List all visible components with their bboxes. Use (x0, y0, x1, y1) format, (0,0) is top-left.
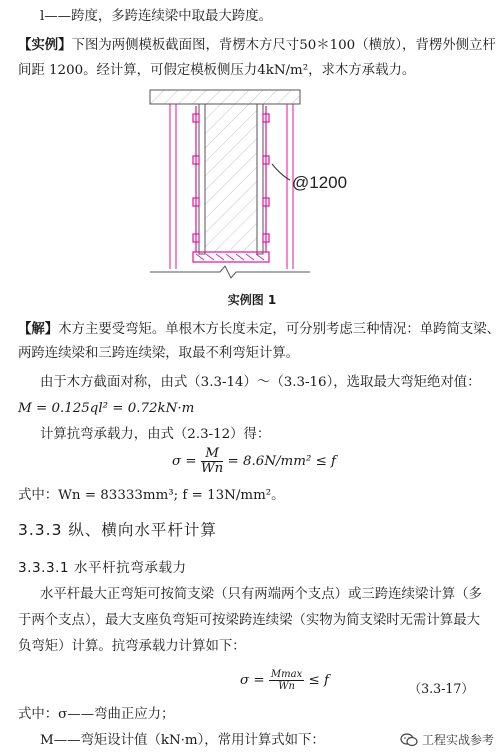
example-tag: 【实例】 (18, 37, 72, 53)
example-paragraph-line-1 (18, 36, 496, 55)
wechat-icon (400, 733, 418, 747)
watermark (400, 731, 494, 748)
sigma-lhs: σ = (172, 454, 197, 469)
where-text: 式中：Wn = 83333mm³; f = 13N/mm²。 (18, 488, 285, 503)
symmetric-paragraph (40, 374, 490, 392)
horizontal-text-3: 负弯矩）计算。抗弯承载力计算如下： (18, 639, 246, 654)
sigma-max-denominator: Wn (278, 681, 295, 692)
sigma-max-lhs: σ = (240, 673, 265, 688)
horizontal-text-1: 水平杆最大正弯矩可按简支梁（只有两端两个支点）或三跨连续梁计算（多 (40, 587, 482, 602)
example-text-2: 间距 1200。经计算，可假定模板侧压力4kN/m²，求木方承载力。 (18, 63, 416, 78)
moment-formula (18, 400, 490, 418)
left-formwork (199, 104, 205, 254)
section-heading-3331: 3.3.3.1 水平杆抗弯承载力 (18, 560, 187, 576)
intro-line (40, 8, 490, 26)
break-line (150, 266, 310, 278)
solution-text-2: 两跨连续梁和三跨连续梁，取最不利弯矩计算。 (18, 346, 300, 361)
equation-number: （3.3-17） (408, 681, 474, 696)
sigma-max-formula (240, 669, 329, 692)
where-sigma-line (18, 706, 490, 724)
sigma-numerator: M (201, 447, 223, 462)
formwork-section-figure (0, 84, 504, 284)
solution-line-1 (18, 320, 501, 339)
sigma-max-rhs: ≤ f (308, 673, 329, 688)
example-paragraph-line-2 (18, 62, 490, 80)
section-heading-333: 3.3.3 纵、横向水平杆计算 (18, 521, 217, 539)
sigma-denominator: Wn (200, 461, 224, 476)
symmetric-text: 由于木方截面对称，由式（3.3-14）～（3.3-16），选取最大弯矩绝对值： (40, 375, 481, 390)
sigma-formula (172, 447, 336, 476)
watermark-text: 工程实战参考 (421, 733, 494, 747)
figure-caption: 实例图 1 (227, 293, 277, 307)
example-text-1: 下图为两侧模板截面图，背楞木方尺寸50＊100（横放），背楞外侧立杆 (71, 38, 496, 53)
horizontal-paragraph-2 (18, 612, 490, 630)
solution-line-2 (18, 345, 490, 363)
sigma-fraction (201, 447, 223, 476)
intro-line-text: l——跨度，多跨连续梁中取最大跨度。 (40, 9, 272, 24)
where-sigma-text: 式中：σ——弯曲正应力； (18, 707, 175, 722)
horizontal-paragraph-1 (40, 586, 490, 604)
sigma-max-fraction (269, 669, 304, 692)
solution-text-1: 木方主要受弯矩。单根木方长度未定，可分别考虑三种情况：单跨简支梁、 (58, 322, 501, 337)
sigma-rhs: = 8.6N/mm² ≤ f (227, 454, 336, 469)
left-studs (193, 106, 199, 252)
right-formwork (257, 104, 263, 254)
where-m-text: M——弯矩设计值（kN·m），常用计算式如下： (40, 733, 325, 748)
solution-tag: 【解】 (18, 321, 59, 337)
horizontal-text-2: 于两个支点），最大支座负弯矩可按梁跨连续梁（实物为简支梁时无需计算最大 (18, 613, 480, 628)
right-studs (263, 106, 269, 252)
bending-paragraph (40, 426, 490, 444)
bending-text: 计算抗弯承载力，由式（2.3-12）得： (40, 427, 271, 442)
horizontal-paragraph-3 (18, 638, 490, 656)
sigma-max-numerator: Mmax (270, 669, 303, 680)
where-line (18, 487, 490, 505)
spacing-label: @1200 (292, 173, 348, 192)
top-slab (150, 90, 300, 104)
beam-concrete (205, 104, 257, 252)
moment-formula-text: M = 0.125ql² = 0.72kN·m (18, 401, 195, 416)
